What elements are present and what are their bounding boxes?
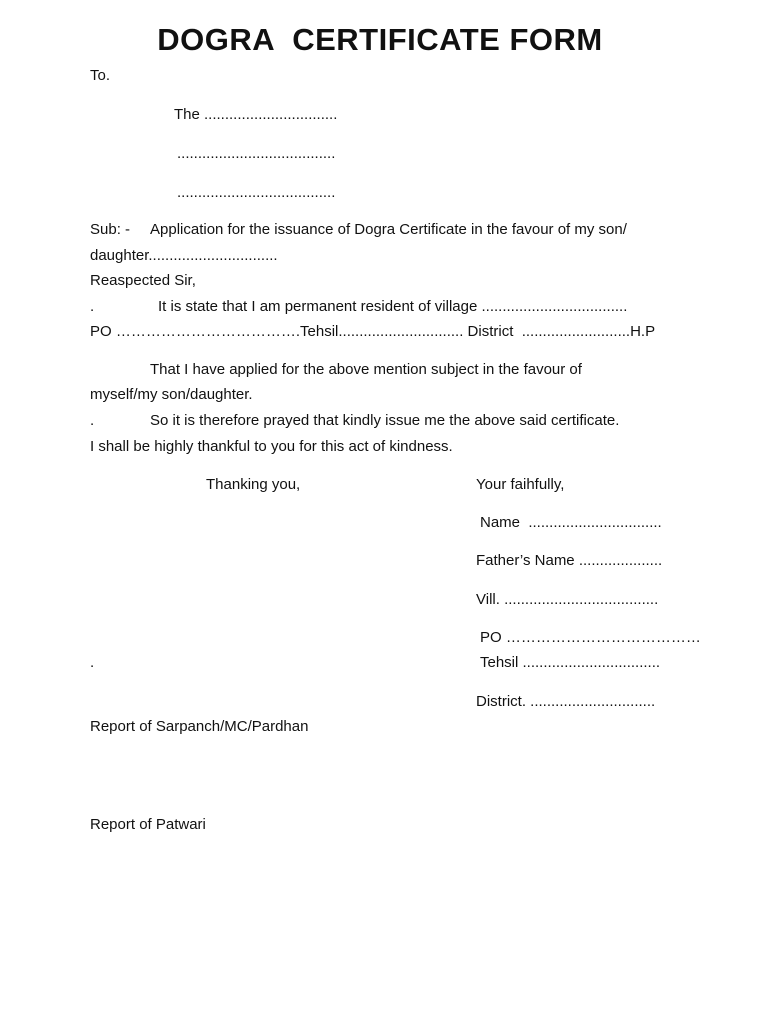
signature-district-field: District. ..............................: [476, 693, 656, 710]
signature-tehsil-field: Tehsil .................................: [480, 654, 661, 671]
paragraph-1-line-2: PO ……………………………….Tehsil.............................. District ..........................H.P: [90, 323, 656, 340]
left-dot: .: [90, 654, 95, 671]
signature-father-name-field: Father’s Name ....................: [476, 552, 663, 569]
subject-label: Sub: -: [90, 221, 131, 238]
signature-po-field: PO …………………………………: [480, 629, 701, 646]
signature-name-field: Name ................................: [480, 514, 662, 531]
closing-thanks: Thanking you,: [206, 476, 301, 493]
paragraph-1-line-1: It is state that I am permanent resident of village ...................................: [158, 298, 628, 315]
subject-text-line-2: daughter...............................: [90, 247, 278, 264]
subject-text-line-1: Application for the issuance of Dogra Certificate in the favour of my son/: [150, 221, 627, 238]
closing-yours: Your faihfully,: [476, 476, 565, 493]
address-line-3: ......................................: [177, 184, 336, 201]
report-sarpanch: Report of Sarpanch/MC/Pardhan: [90, 718, 309, 735]
address-line-1: The ................................: [174, 106, 338, 123]
form-title: DOGRA CERTIFICATE FORM: [157, 22, 603, 57]
paragraph-2-line-2: myself/my son/daughter.: [90, 386, 253, 403]
paragraph-3-line-1: So it is therefore prayed that kindly issue me the above said certificate.: [150, 412, 620, 429]
address-line-2: ......................................: [177, 145, 336, 162]
paragraph-3-bullet: .: [90, 412, 95, 429]
salutation: Reaspected Sir,: [90, 272, 196, 289]
paragraph-2-line-1: That I have applied for the above mention subject in the favour of: [150, 361, 582, 378]
signature-village-field: Vill. .....................................: [476, 591, 659, 608]
paragraph-4-line-1: I shall be highly thankful to you for this act of kindness.: [90, 438, 453, 455]
address-to: To.: [90, 67, 111, 84]
report-patwari: Report of Patwari: [90, 816, 206, 833]
paragraph-1-bullet: .: [90, 298, 95, 315]
